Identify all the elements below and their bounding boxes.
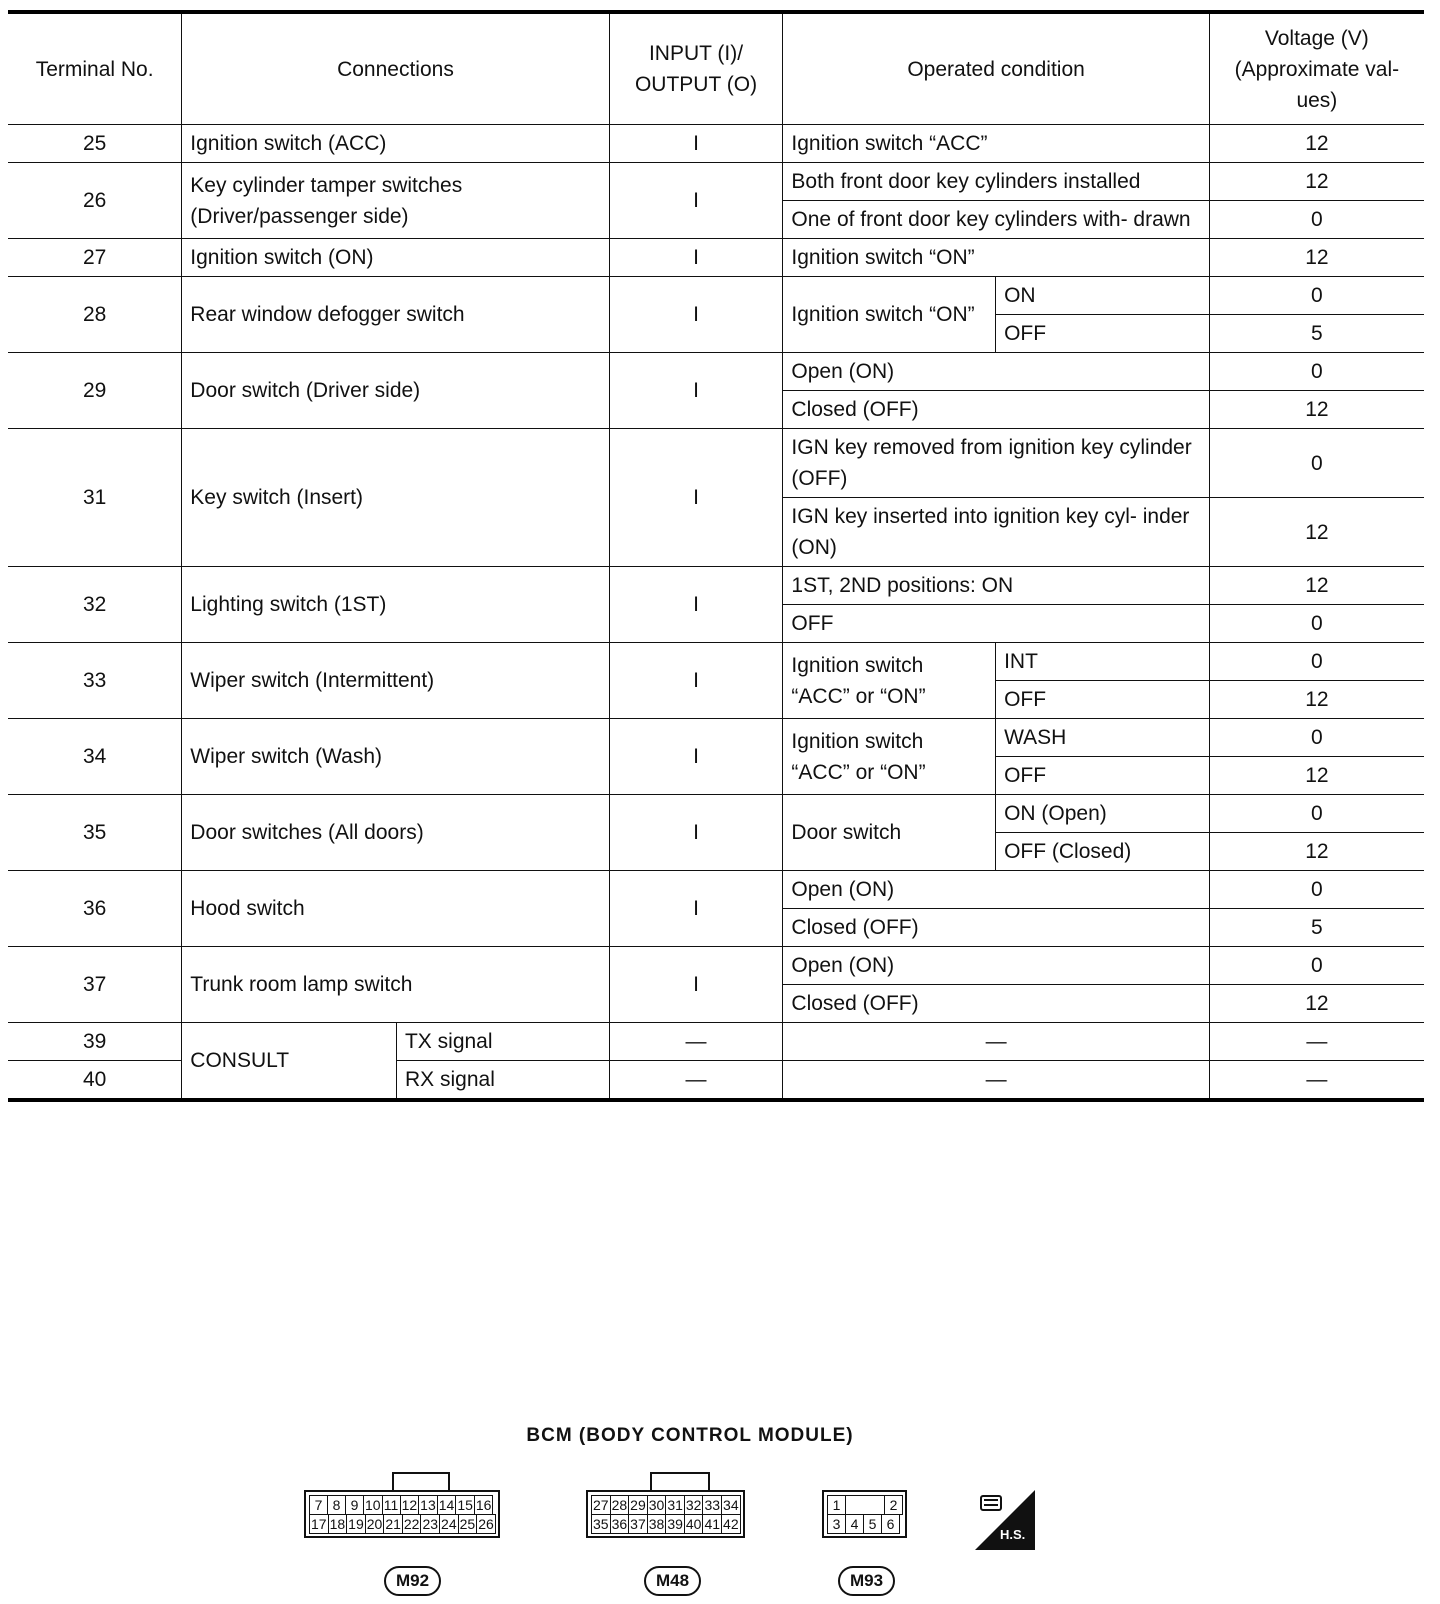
pin: 1 (827, 1495, 846, 1515)
table-row (8, 163, 1424, 201)
voltage: 12 (1209, 985, 1424, 1023)
terminal-no: 32 (8, 567, 182, 643)
io: I (609, 947, 783, 1023)
signal: RX signal (396, 1061, 609, 1101)
header-voltage: Voltage (V) (Approximate val- ues) (1209, 12, 1424, 125)
pin: 9 (345, 1495, 364, 1515)
condition: Door switch (783, 795, 996, 871)
connection-group: CONSULT (182, 1023, 397, 1101)
voltage: 0 (1209, 871, 1424, 909)
pin: 8 (327, 1495, 346, 1515)
table-row (8, 125, 1424, 163)
pin: 10 (365, 1497, 381, 1513)
pin: 34 (723, 1497, 739, 1513)
connection: Trunk room lamp switch (182, 947, 609, 1023)
header-condition: Operated condition (783, 12, 1209, 125)
pin: 6 (881, 1514, 900, 1534)
table-row (8, 239, 1424, 277)
pin: 27 (593, 1497, 609, 1513)
pin-latch-slot (845, 1495, 885, 1515)
io: I (609, 429, 783, 567)
signal: TX signal (396, 1023, 609, 1061)
terminal-no: 26 (8, 163, 182, 239)
bcm-title: BCM (BODY CONTROL MODULE) (526, 1425, 854, 1446)
voltage: 12 (1209, 239, 1424, 277)
sub-condition: OFF (996, 315, 1210, 353)
connection: Lighting switch (1ST) (182, 567, 609, 643)
io: I (609, 567, 783, 643)
pin: 32 (685, 1497, 702, 1513)
terminal-no: 28 (8, 277, 182, 353)
terminal-no: 34 (8, 719, 182, 795)
header-terminal: Terminal No. (8, 12, 182, 125)
pin: 35 (593, 1516, 609, 1532)
pin-row (591, 1514, 740, 1533)
terminal-no: 40 (8, 1061, 182, 1101)
voltage: 0 (1209, 429, 1424, 498)
pin: 19 (348, 1516, 364, 1532)
table-row (8, 1023, 1424, 1061)
voltage: — (1209, 1061, 1424, 1101)
pin: 13 (420, 1497, 436, 1513)
pin: 39 (667, 1516, 683, 1532)
pin: 4 (845, 1514, 864, 1534)
condition: Open (ON) (783, 871, 1209, 909)
voltage: 0 (1209, 795, 1424, 833)
voltage: 5 (1209, 909, 1424, 947)
condition: Open (ON) (783, 353, 1209, 391)
voltage: 12 (1209, 833, 1424, 871)
pin-row (827, 1514, 902, 1533)
condition: OFF (783, 605, 1209, 643)
connection: Ignition switch (ACC) (182, 125, 609, 163)
table-row (8, 795, 1424, 833)
voltage: 12 (1209, 498, 1424, 567)
connection: Ignition switch (ON) (182, 239, 609, 277)
io: I (609, 643, 783, 719)
condition: — (783, 1061, 1209, 1101)
pin-row (827, 1495, 902, 1514)
pin: 42 (723, 1516, 739, 1532)
table-row (8, 353, 1424, 391)
voltage: 12 (1209, 567, 1424, 605)
table-header-row (8, 12, 1424, 125)
pin: 31 (667, 1497, 683, 1513)
sub-condition: WASH (996, 719, 1210, 757)
terminal-table (8, 10, 1424, 1102)
condition: IGN key removed from ignition key cylinder (OFF) (783, 429, 1209, 498)
pin: 24 (441, 1516, 457, 1532)
pin: 30 (648, 1497, 665, 1513)
voltage: 0 (1209, 353, 1424, 391)
voltage: 12 (1209, 125, 1424, 163)
voltage: 0 (1209, 201, 1424, 239)
connector-label: M48 (644, 1566, 701, 1596)
terminal-no: 27 (8, 239, 182, 277)
pin: 28 (611, 1497, 628, 1513)
pin: 38 (648, 1516, 665, 1532)
io: I (609, 871, 783, 947)
sub-condition: OFF (996, 681, 1210, 719)
condition: Ignition switch “ACC” (783, 125, 1209, 163)
voltage: 12 (1209, 681, 1424, 719)
pin-row (591, 1495, 740, 1514)
pin: 23 (422, 1516, 439, 1532)
connection: Wiper switch (Intermittent) (182, 643, 609, 719)
voltage: 12 (1209, 391, 1424, 429)
pin: 36 (611, 1516, 628, 1532)
pin: 26 (478, 1516, 494, 1532)
table-row (8, 871, 1424, 909)
pin: 5 (863, 1514, 882, 1534)
condition: Ignition switch “ON” (783, 277, 996, 353)
io: I (609, 795, 783, 871)
condition: Both front door key cylinders installed (783, 163, 1209, 201)
terminal-no: 25 (8, 125, 182, 163)
table-row (8, 719, 1424, 757)
pin-grid (304, 1490, 500, 1538)
connection: Key cylinder tamper switches (Driver/passenger side) (182, 163, 609, 239)
pin: 37 (630, 1516, 646, 1532)
io: — (609, 1023, 783, 1061)
connection: Wiper switch (Wash) (182, 719, 609, 795)
terminal-no: 37 (8, 947, 182, 1023)
voltage: 12 (1209, 163, 1424, 201)
sub-condition: OFF (996, 757, 1210, 795)
table-row (8, 947, 1424, 985)
io: — (609, 1061, 783, 1101)
pin: 20 (366, 1516, 383, 1532)
pin: 18 (329, 1516, 346, 1532)
terminal-no: 31 (8, 429, 182, 567)
pin: 14 (438, 1497, 455, 1513)
condition: One of front door key cylinders with- drawn (783, 201, 1209, 239)
connector-label: M92 (384, 1566, 441, 1596)
table-row (8, 429, 1424, 498)
condition: — (783, 1023, 1209, 1061)
voltage: 0 (1209, 947, 1424, 985)
connection: Door switches (All doors) (182, 795, 609, 871)
connection: Rear window defogger switch (182, 277, 609, 353)
terminal-no: 33 (8, 643, 182, 719)
pin: 11 (382, 1495, 401, 1515)
condition: Open (ON) (783, 947, 1209, 985)
voltage: — (1209, 1023, 1424, 1061)
pin: 21 (385, 1516, 401, 1532)
terminal-no: 39 (8, 1023, 182, 1061)
sub-condition: ON (Open) (996, 795, 1210, 833)
condition: Ignition switch “ACC” or “ON” (783, 719, 996, 795)
sub-condition: INT (996, 643, 1210, 681)
pin: 25 (459, 1516, 476, 1532)
condition: Closed (OFF) (783, 391, 1209, 429)
pin: 33 (704, 1497, 721, 1513)
pin: 3 (827, 1514, 846, 1534)
table-row (8, 277, 1424, 315)
pin: 2 (884, 1495, 903, 1515)
voltage: 12 (1209, 757, 1424, 795)
table-row (8, 567, 1424, 605)
connector-label: M93 (838, 1566, 895, 1596)
io: I (609, 353, 783, 429)
io: I (609, 277, 783, 353)
pin: 40 (685, 1516, 702, 1532)
pin: 12 (401, 1497, 418, 1513)
voltage: 0 (1209, 719, 1424, 757)
pin: 22 (403, 1516, 420, 1532)
pin-row (309, 1514, 495, 1533)
connection: Door switch (Driver side) (182, 353, 609, 429)
pin-row (309, 1495, 495, 1514)
pin: 16 (475, 1497, 492, 1513)
condition: IGN key inserted into ignition key cyl- inder (ON) (783, 498, 1209, 567)
pin: 41 (704, 1516, 721, 1532)
pin: 29 (630, 1497, 646, 1513)
pin-grid (586, 1490, 745, 1538)
terminal-no: 29 (8, 353, 182, 429)
connection: Hood switch (182, 871, 609, 947)
sub-condition: ON (996, 277, 1210, 315)
voltage: 0 (1209, 277, 1424, 315)
harness-side-label: H.S. (1000, 1527, 1026, 1542)
header-io: INPUT (I)/ OUTPUT (O) (609, 12, 783, 125)
terminal-no: 35 (8, 795, 182, 871)
table-row (8, 643, 1424, 681)
pin: 7 (309, 1495, 328, 1515)
pin: 17 (311, 1516, 327, 1532)
connection: Key switch (Insert) (182, 429, 609, 567)
io: I (609, 163, 783, 239)
condition: Ignition switch “ACC” or “ON” (783, 643, 996, 719)
voltage: 0 (1209, 643, 1424, 681)
io: I (609, 719, 783, 795)
header-connections: Connections (182, 12, 609, 125)
terminal-no: 36 (8, 871, 182, 947)
voltage: 0 (1209, 605, 1424, 643)
io: I (609, 125, 783, 163)
sub-condition: OFF (Closed) (996, 833, 1210, 871)
voltage: 5 (1209, 315, 1424, 353)
condition: Closed (OFF) (783, 985, 1209, 1023)
condition: Ignition switch “ON” (783, 239, 1209, 277)
pin-grid (822, 1490, 907, 1538)
pin: 15 (457, 1497, 473, 1513)
condition: 1ST, 2ND positions: ON (783, 567, 1209, 605)
condition: Closed (OFF) (783, 909, 1209, 947)
io: I (609, 239, 783, 277)
